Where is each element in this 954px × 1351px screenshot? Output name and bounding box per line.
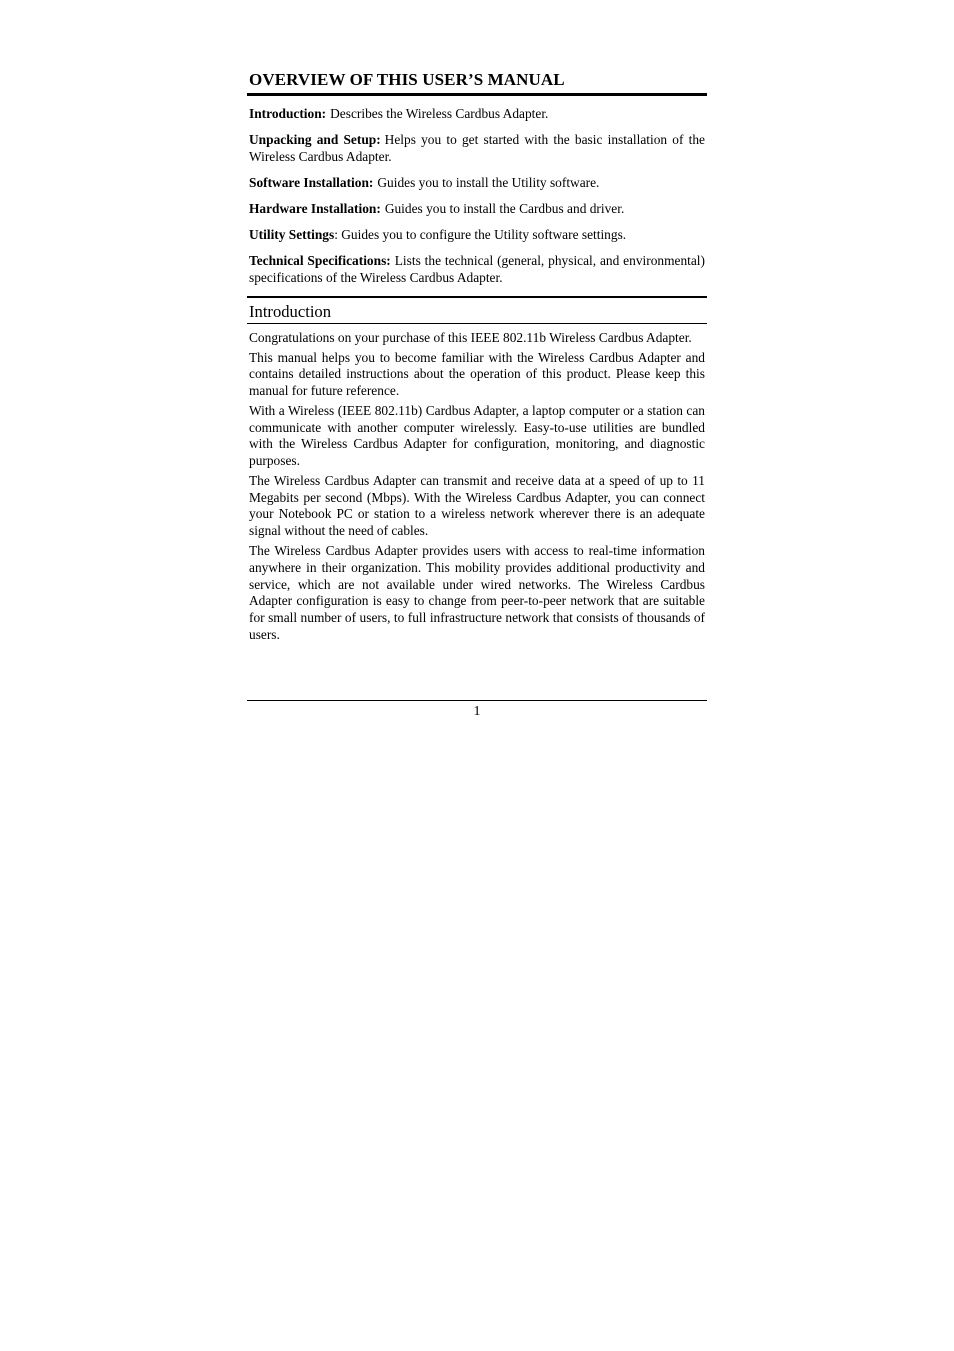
- overview-item-label: Introduction:: [249, 106, 327, 121]
- section-divider-bottom: [247, 323, 707, 324]
- overview-item-label: Technical Specifications:: [249, 252, 391, 268]
- overview-item-text: : Guides you to configure the Utility software settings.: [334, 226, 627, 242]
- overview-item-hardware: [249, 201, 705, 218]
- overview-item-unpacking: [249, 132, 705, 166]
- paragraph: The Wireless Cardbus Adapter provides users with access to real-time information anywhere in their organization. This mobility provides additional productivity and service, which are not available under wired networks. The Wireless Cardbus Adapter configuration is easy to change from peer-to-peer network that are suitable for small number of users, to full infrastructure network that consists of thousands of users.: [249, 543, 705, 642]
- section-heading-introduction: Introduction: [249, 301, 332, 321]
- manual-page: [249, 70, 705, 647]
- overview-item-text: Lists the technical (general, physical, and environmental) specifications of the Wireless Cardbus Adapter.: [249, 252, 705, 285]
- overview-list: [249, 106, 705, 286]
- overview-item-label: Utility Settings: [249, 226, 335, 242]
- title-divider: [247, 93, 707, 96]
- overview-item-technical: [249, 253, 705, 287]
- paragraph: Congratulations on your purchase of this IEEE 802.11b Wireless Cardbus Adapter.: [249, 329, 692, 345]
- overview-item-label: Software Installation:: [249, 174, 374, 190]
- overview-item-introduction: [249, 106, 705, 123]
- overview-item-text: Guides you to install the Cardbus and driver.: [384, 200, 625, 216]
- paragraph: This manual helps you to become familiar with the Wireless Cardbus Adapter and contains detailed instructions about the operation of this product. Please keep this manual for future reference.: [249, 349, 705, 398]
- paragraph: With a Wireless (IEEE 802.11b) Cardbus Adapter, a laptop computer or a station can communicate with another computer wirelessly. Easy-to-use utilities are bundled with the Wireless Cardbus Adapter for configuration, monitoring, and diagnostic purposes.: [249, 402, 705, 469]
- page-number: 1: [473, 704, 481, 719]
- overview-item-text: Guides you to install the Utility software.: [377, 174, 600, 190]
- overview-item-software: [249, 175, 705, 192]
- footer-divider: [247, 700, 707, 701]
- overview-item-label: Hardware Installation:: [249, 200, 381, 216]
- page-title: OVERVIEW OF THIS USER’S MANUAL: [249, 70, 565, 89]
- introduction-body: [249, 330, 705, 644]
- overview-item-text: Describes the Wireless Cardbus Adapter.: [330, 106, 549, 121]
- page-footer: [247, 700, 707, 720]
- paragraph: The Wireless Cardbus Adapter can transmit and receive data at a speed of up to 11 Megabits per second (Mbps). With the Wireless Cardbus Adapter, you can connect your Notebook PC or station to a wireless network wherever there is an adequate signal without the need of cables.: [249, 473, 705, 539]
- overview-item-text: Helps you to get started with the basic installation of the Wireless Cardbus Adapter.: [249, 131, 705, 164]
- overview-item-utility: [249, 227, 705, 244]
- overview-item-label: Unpacking and Setup:: [249, 131, 381, 147]
